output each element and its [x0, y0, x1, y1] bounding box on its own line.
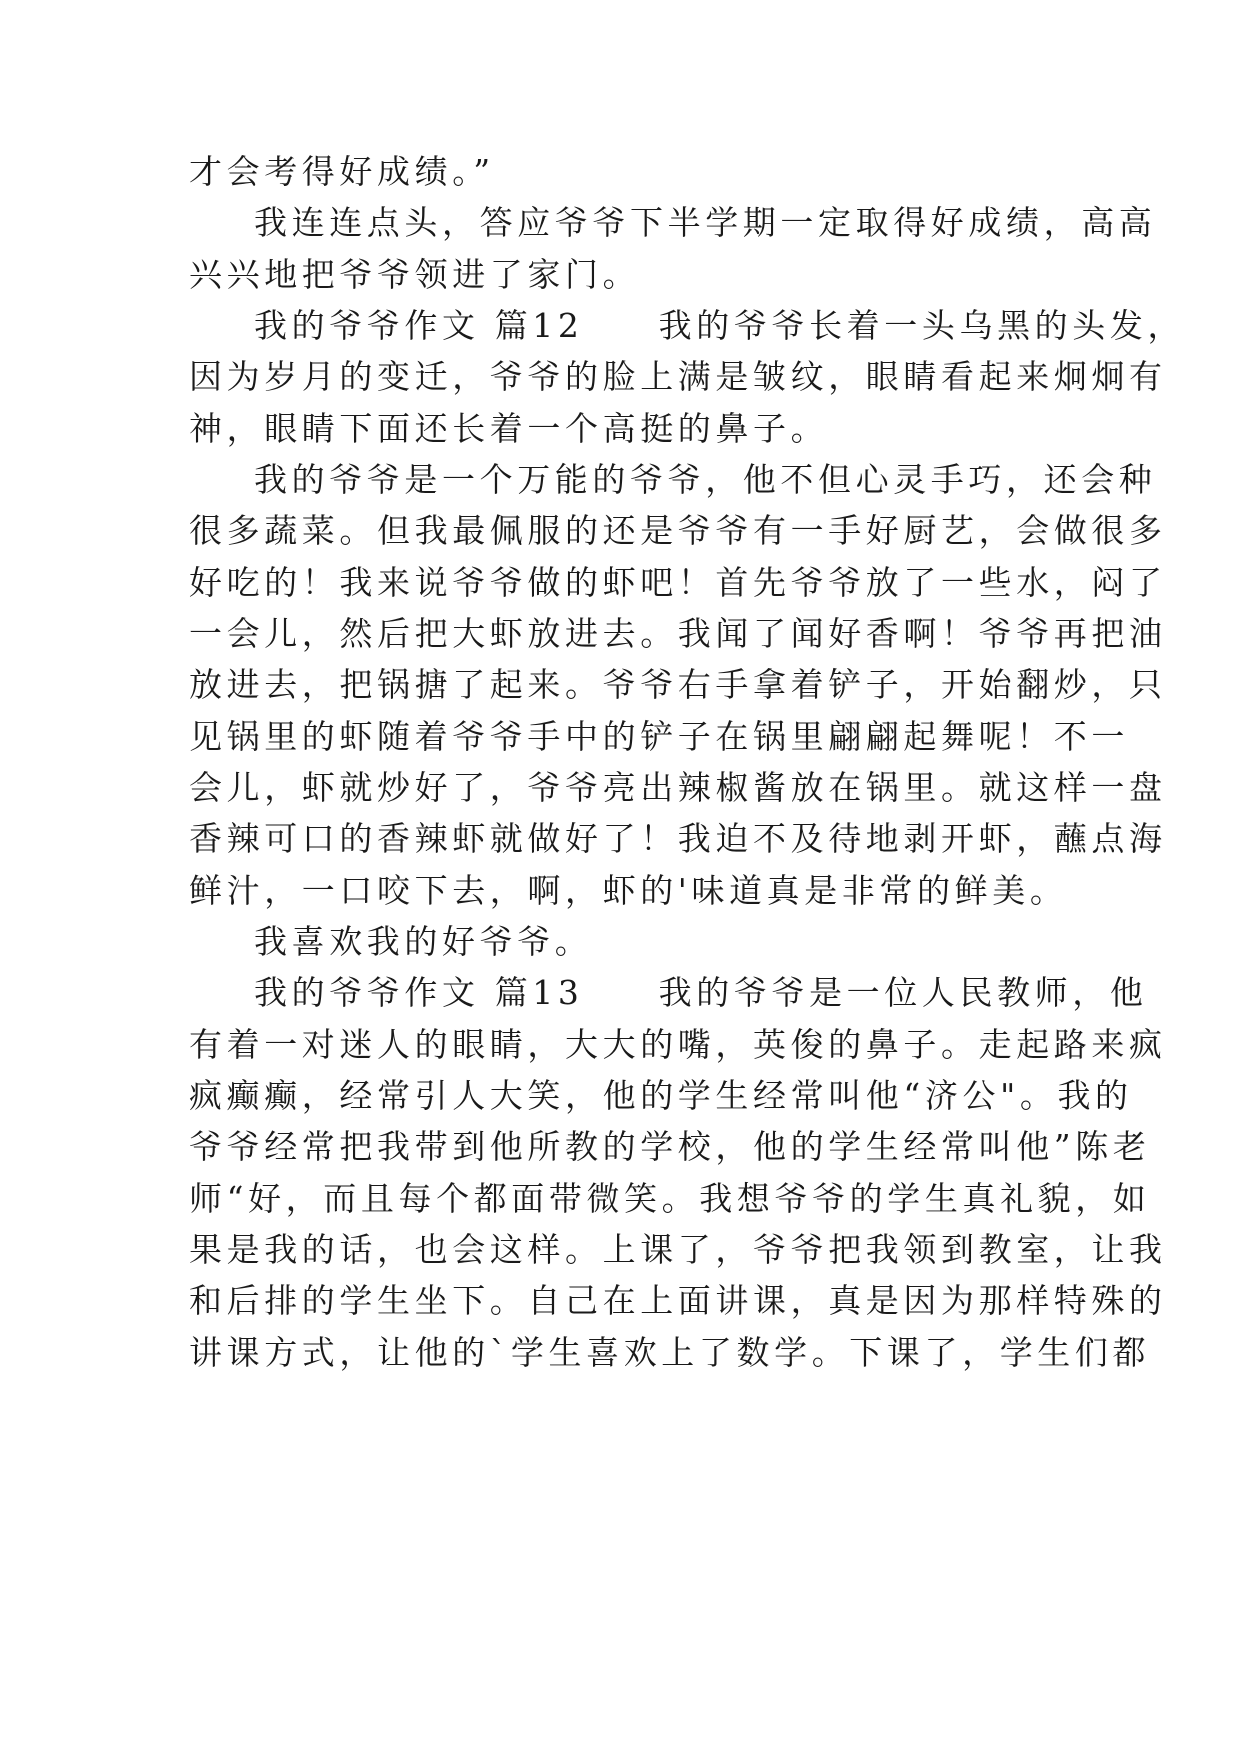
text-line: 和后排的学生坐下。自己在上面讲课，真是因为那样特殊的 — [189, 1281, 1167, 1320]
text-line: 香辣可口的香辣虾就做好了！我迫不及待地剥开虾，蘸点海 — [189, 819, 1167, 858]
text-line: 才会考得好成绩。” — [189, 152, 495, 191]
text-line: 很多蔬菜。但我最佩服的还是爷爷有一手好厨艺，会做很多 — [189, 511, 1167, 550]
text-line: 见锅里的虾随着爷爷手中的铲子在锅里翩翩起舞呢！不一 — [189, 717, 1129, 756]
text-line: 会儿，虾就炒好了，爷爷亮出辣椒酱放在锅里。就这样一盘 — [189, 768, 1167, 807]
text-line: 鲜汁，一口咬下去，啊，虾的'味道真是非常的鲜美。 — [189, 871, 1068, 910]
text-line: 讲课方式，让他的`学生喜欢上了数学。下课了，学生们都 — [189, 1333, 1151, 1372]
text-line: 果是我的话，也会这样。上课了，爷爷把我领到教室，让我 — [189, 1230, 1167, 1269]
paragraph-start-line: 我连连点头，答应爷爷下半学期一定取得好成绩，高高 — [254, 203, 1157, 242]
text-line: 一会儿，然后把大虾放进去。我闻了闻好香啊！爷爷再把油 — [189, 614, 1167, 653]
text-line: 兴兴地把爷爷领进了家门。 — [189, 255, 641, 294]
text-line: 因为岁月的变迁，爷爷的脸上满是皱纹，眼睛看起来炯炯有 — [189, 357, 1167, 396]
text-line: 神，眼睛下面还长着一个高挺的鼻子。 — [189, 409, 829, 448]
text-line: 有着一对迷人的眼睛，大大的嘴，英俊的鼻子。走起路来疯 — [189, 1025, 1167, 1064]
text-line: 疯癫癫，经常引人大笑，他的学生经常叫他“济公"。我的 — [189, 1076, 1133, 1115]
text-line: 师“好，而且每个都面带微笑。我想爷爷的学生真礼貌，如 — [189, 1179, 1151, 1218]
text-line: 爷爷经常把我带到他所教的学校，他的学生经常叫他”陈老 — [189, 1127, 1151, 1166]
text-line: 好吃的！我来说爷爷做的虾吧！首先爷爷放了一些水，闷了 — [189, 563, 1167, 602]
section-heading-line: 我的爷爷作文 篇13 我的爷爷是一位人民教师，他 — [254, 973, 1148, 1012]
text-line: 放进去，把锅搪了起来。爷爷右手拿着铲子，开始翻炒，只 — [189, 665, 1167, 704]
paragraph-start-line: 我喜欢我的好爷爷。 — [254, 922, 593, 961]
paragraph-start-line: 我的爷爷是一个万能的爷爷，他不但心灵手巧，还会种 — [254, 460, 1157, 499]
section-heading-line: 我的爷爷作文 篇12 我的爷爷长着一头乌黑的头发， — [254, 306, 1186, 345]
